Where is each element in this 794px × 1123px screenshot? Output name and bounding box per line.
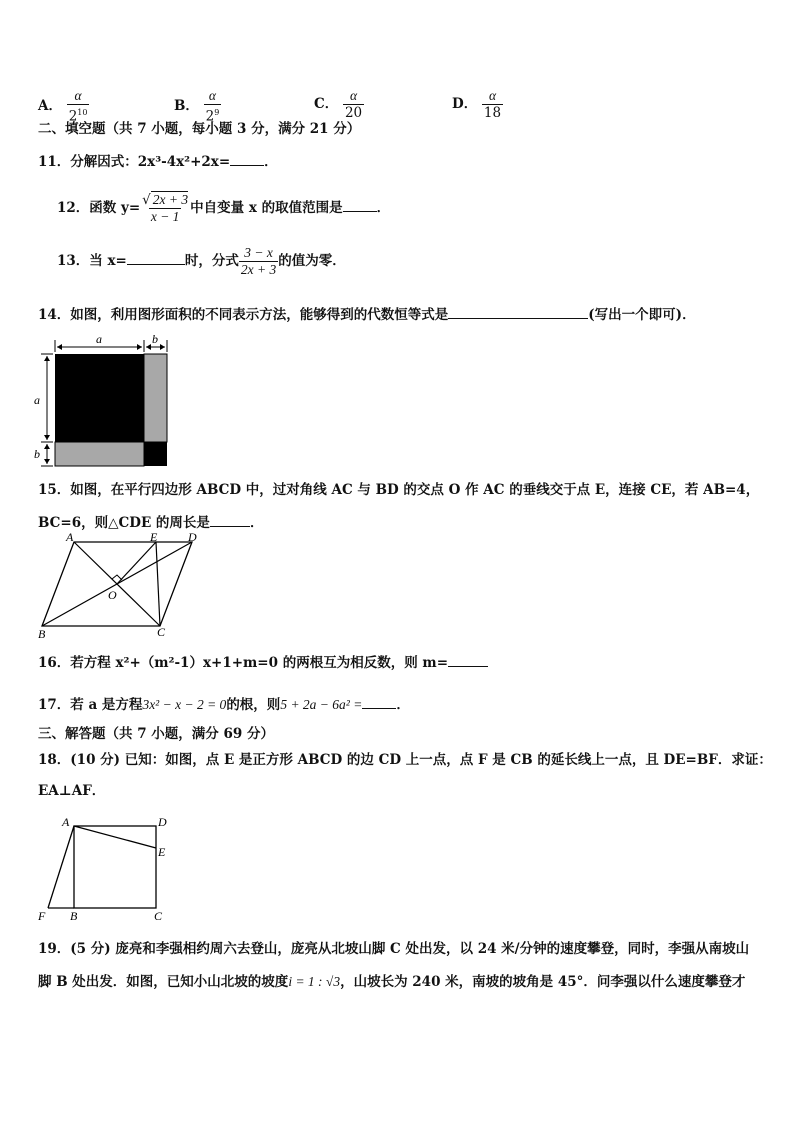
label-a-left: a [34,393,40,407]
option-b: B． $\frac{\alpha}{2^9}$ [174,88,220,125]
label-b: B [38,627,46,641]
label-e: E [150,530,158,544]
option-a: A． $\frac{\alpha}{2^{10}}$ [38,88,88,125]
option-c: C． $\frac{\alpha}{20}$ [314,88,363,121]
label-d: D [188,530,197,544]
answer-blank [127,250,185,265]
segment-ae [74,826,156,848]
label-f: F [38,909,46,923]
label-c: C [154,909,163,923]
segment-ce [156,542,160,626]
label-b-left: b [34,447,40,461]
segment-oe [117,542,156,584]
q14-square-figure [32,330,172,472]
question-12: 12．函数 y= $\frac{√ 2x + 3}{x - 1}$ 中自变量 x 的取值范围是 ． [57,192,391,224]
rect-ab-right [144,354,167,442]
answer-blank [448,304,588,319]
question-15-line-2: BC=6，则△CDE 的周长是 ． [38,512,263,532]
label-c: C [157,625,166,639]
option-d: D． $\frac{\alpha}{18}$ [452,88,502,121]
question-14: 14．如图，利用图形面积的不同表示方法，能够得到的代数恒等式是 (写出一个即可)． [38,304,696,324]
answer-blank [448,652,488,667]
square-abcd [74,826,156,908]
section-2-heading: 二、填空题（共 7 小题，每小题 3 分，满分 21 分） [38,121,361,137]
answer-blank [343,197,377,212]
q12-fraction: $\frac{√ 2x + 3}{x - 1}$ [142,192,189,224]
label-a-top: a [96,332,102,346]
label-a: A [62,815,70,829]
label-d: D [158,815,167,829]
answer-blank [230,151,264,166]
q18-square-figure [34,812,174,924]
question-19-line-2: 脚 B 处出发．如图，已知小山北坡的坡度i = 1 : √3，山坡长为 240 米，南坡的坡角是 45°．问李强以什么速度攀登才 [38,974,746,990]
option-c-fraction: $\frac{\alpha}{20}$ [344,88,363,121]
option-d-fraction: $\frac{\alpha}{18}$ [483,88,502,121]
answer-blank [210,512,250,527]
option-b-fraction: $\frac{\alpha}{2^9}$ [205,88,220,125]
right-angle-mark [112,575,122,580]
question-18-line-2: EA⊥AF． [38,783,106,799]
rect-ab-bottom [55,442,144,466]
answer-blank [362,694,396,709]
question-13: 13．当 x= 时，分式 $\frac{3 - x}{2x + 3}$ 的值为零． [57,245,346,277]
square-a-region [55,354,144,442]
segment-af [48,826,74,908]
section-3-heading: 三、解答题（共 7 小题，满分 69 分） [38,726,274,742]
label-o: O [108,588,117,602]
q15-parallelogram-figure [32,530,202,642]
square-b-region [144,442,167,466]
label-a: A [66,530,74,544]
question-15-line-1: 15．如图，在平行四边形 ABCD 中，过对角线 AC 与 BD 的交点 O 作 AC 的垂线交于点 E，连接 CE，若 AB=4， [38,482,760,498]
question-19-line-1: 19．(5 分) 庞亮和李强相约周六去登山，庞亮从北坡山脚 C 处出发，以 24 米/分钟的速度攀登，同时，李强从南坡山 [38,941,750,957]
q13-fraction: $\frac{3 - x}{2x + 3}$ [240,245,277,277]
label-b-top: b [152,332,158,346]
question-11: 11．分解因式：2x³-4x²+2x= ． [38,151,278,171]
label-b: B [70,909,78,923]
label-e: E [158,845,166,859]
question-18-line-1: 18．(10 分) 已知：如图，点 E 是正方形 ABCD 的边 CD 上一点，点 F 是 CB 的延长线上一点，且 DE=BF．求证： [38,752,772,768]
question-16: 16．若方程 x²+（m²-1）x+1+m=0 的两根互为相反数，则 m= [38,652,488,672]
question-17: 17．若 a 是方程3x² − x − 2 = 0的根，则5 + 2a − 6a² = ． [38,694,410,714]
option-a-fraction: $\frac{\alpha}{2^{10}}$ [68,88,88,125]
